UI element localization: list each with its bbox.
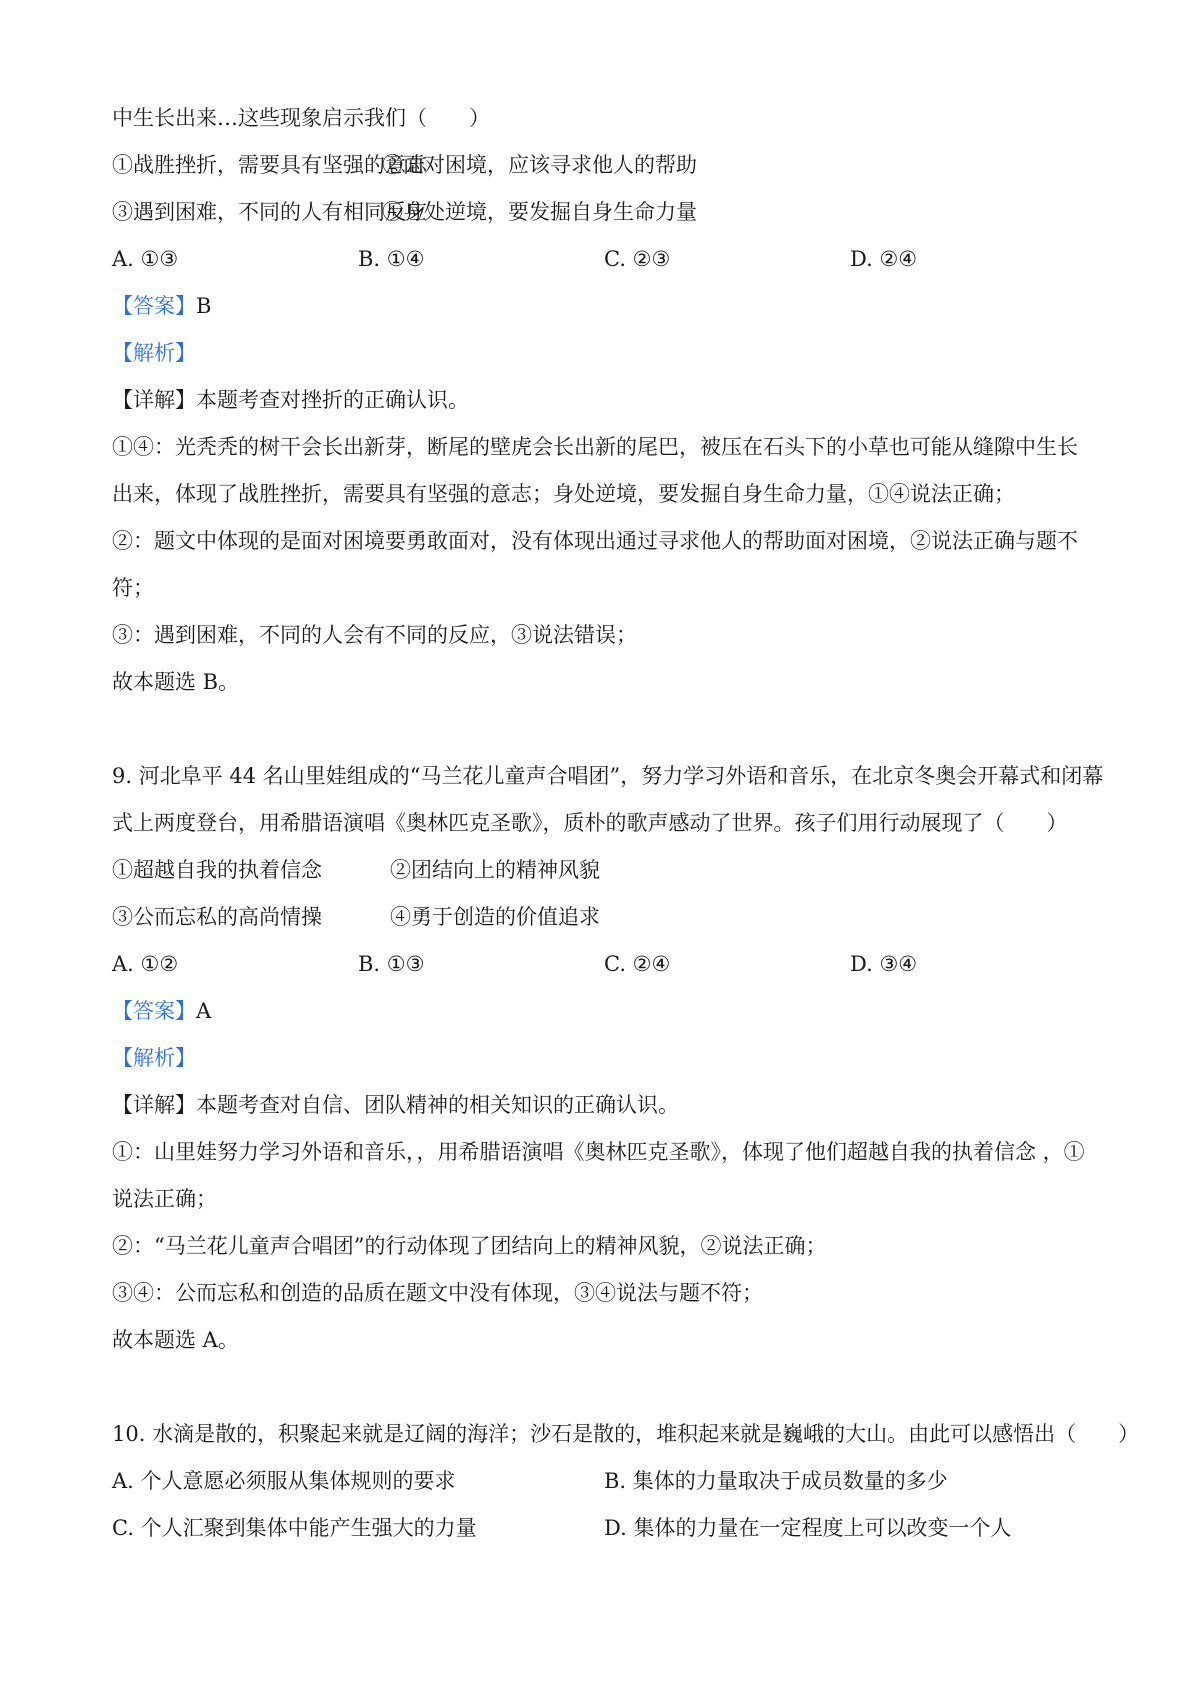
document-page xyxy=(112,95,1140,1552)
spacer xyxy=(112,706,1112,753)
statement: ②面对困境，应该寻求他人的帮助 xyxy=(382,153,697,177)
explanation-line: ①：山里娃努力学习外语和音乐，，用希腊语演唱《奥林匹克圣歌》，体现了他们超越自我的执着信念 ，① xyxy=(112,1140,1085,1164)
explanation-line: 符； xyxy=(112,576,154,600)
answer-options xyxy=(112,236,1112,283)
statement: ①超越自我的执着信念 xyxy=(112,858,322,882)
answer-options xyxy=(112,941,1112,988)
question-stem-line: 9. 河北阜平 44 名山里娃组成的“马兰花儿童声合唱团”，努力学习外语和音乐，在北京冬奥会开幕式和闭幕 xyxy=(112,764,1104,788)
spacer xyxy=(112,1364,1112,1411)
conclusion-line: 故本题选 A。 xyxy=(112,1328,239,1352)
statement: ③遇到困难，不同的人有相同反应 xyxy=(112,200,427,224)
detail-intro: 本题考查对挫折的正确认识。 xyxy=(196,388,469,412)
question-10 xyxy=(112,1411,1140,1552)
analysis-heading xyxy=(112,330,1112,377)
question-stem-tail: 中生长出来…这些现象启示我们（ ） xyxy=(112,106,490,130)
detail-intro: 本题考查对自信、团队精神的相关知识的正确认识。 xyxy=(196,1093,679,1117)
option-b: B. ①③ xyxy=(358,952,425,976)
answer-options xyxy=(112,1458,1112,1505)
analysis-label: 【解析】 xyxy=(112,341,196,365)
question-stem-line: 10. 水滴是散的，积聚起来就是辽阔的海洋；沙石是散的，堆积起来就是巍峨的大山。由此可以感悟出（ ） xyxy=(112,1422,1140,1446)
option-b: B. 集体的力量取决于成员数量的多少 xyxy=(604,1469,948,1493)
answer-line xyxy=(112,283,1112,330)
analysis-heading xyxy=(112,1035,1112,1082)
conclusion-line: 故本题选 B。 xyxy=(112,670,240,694)
answer-line xyxy=(112,988,1112,1035)
answer-options xyxy=(112,1505,1112,1552)
option-c: C. ②④ xyxy=(604,952,671,976)
statement: ③公而忘私的高尚情操 xyxy=(112,905,322,929)
option-a: A. ①② xyxy=(112,952,179,976)
statement-row xyxy=(112,894,1112,941)
detail-line xyxy=(112,377,1112,424)
option-d: D. ③④ xyxy=(850,952,918,976)
option-a: A. 个人意愿必须服从集体规则的要求 xyxy=(112,1469,456,1493)
option-c: C. 个人汇聚到集体中能产生强大的力量 xyxy=(112,1516,477,1540)
detail-label: 【详解】 xyxy=(112,388,196,412)
statement: ②团结向上的精神风貌 xyxy=(390,858,600,882)
answer-label: 【答案】 xyxy=(112,294,196,318)
question-9 xyxy=(112,753,1112,1364)
option-c: C. ②③ xyxy=(604,247,671,271)
option-a: A. ①③ xyxy=(112,247,179,271)
explanation-line: ②：题文中体现的是面对困境要勇敢面对，没有体现出通过寻求他人的帮助面对困境，②说法正确与题不 xyxy=(112,529,1078,553)
explanation-line: ③：遇到困难，不同的人会有不同的反应，③说法错误； xyxy=(112,623,637,647)
question-stem-line: 式上两度登台，用希腊语演唱《奥林匹克圣歌》，质朴的歌声感动了世界。孩子们用行动展现了（ ） xyxy=(112,811,1068,835)
analysis-label: 【解析】 xyxy=(112,1046,196,1070)
statement: ④身处逆境，要发掘自身生命力量 xyxy=(382,200,697,224)
answer-value: A xyxy=(196,999,212,1023)
explanation-line: ②：“马兰花儿童声合唱团”的行动体现了团结向上的精神风貌，②说法正确； xyxy=(112,1234,827,1258)
statement-row xyxy=(112,142,1112,189)
option-d: D. ②④ xyxy=(850,247,918,271)
answer-label: 【答案】 xyxy=(112,999,196,1023)
statement: ①战胜挫折，需要具有坚强的意志 xyxy=(112,153,427,177)
statement-row xyxy=(112,847,1112,894)
explanation-line: 出来，体现了战胜挫折，需要具有坚强的意志；身处逆境，要发掘自身生命力量，①④说法正确； xyxy=(112,482,1015,506)
detail-line xyxy=(112,1082,1112,1129)
answer-value: B xyxy=(196,294,212,318)
explanation-line: ①④：光秃秃的树干会长出新芽，断尾的壁虎会长出新的尾巴，被压在石头下的小草也可能从缝隙中生长 xyxy=(112,435,1078,459)
explanation-line: 说法正确； xyxy=(112,1187,217,1211)
option-d: D. 集体的力量在一定程度上可以改变一个人 xyxy=(604,1516,1012,1540)
detail-label: 【详解】 xyxy=(112,1093,196,1117)
statement: ④勇于创造的价值追求 xyxy=(390,905,600,929)
explanation-line: ③④：公而忘私和创造的品质在题文中没有体现，③④说法与题不符； xyxy=(112,1281,763,1305)
option-b: B. ①④ xyxy=(358,247,425,271)
statement-row xyxy=(112,189,1112,236)
question-8 xyxy=(112,95,1112,706)
